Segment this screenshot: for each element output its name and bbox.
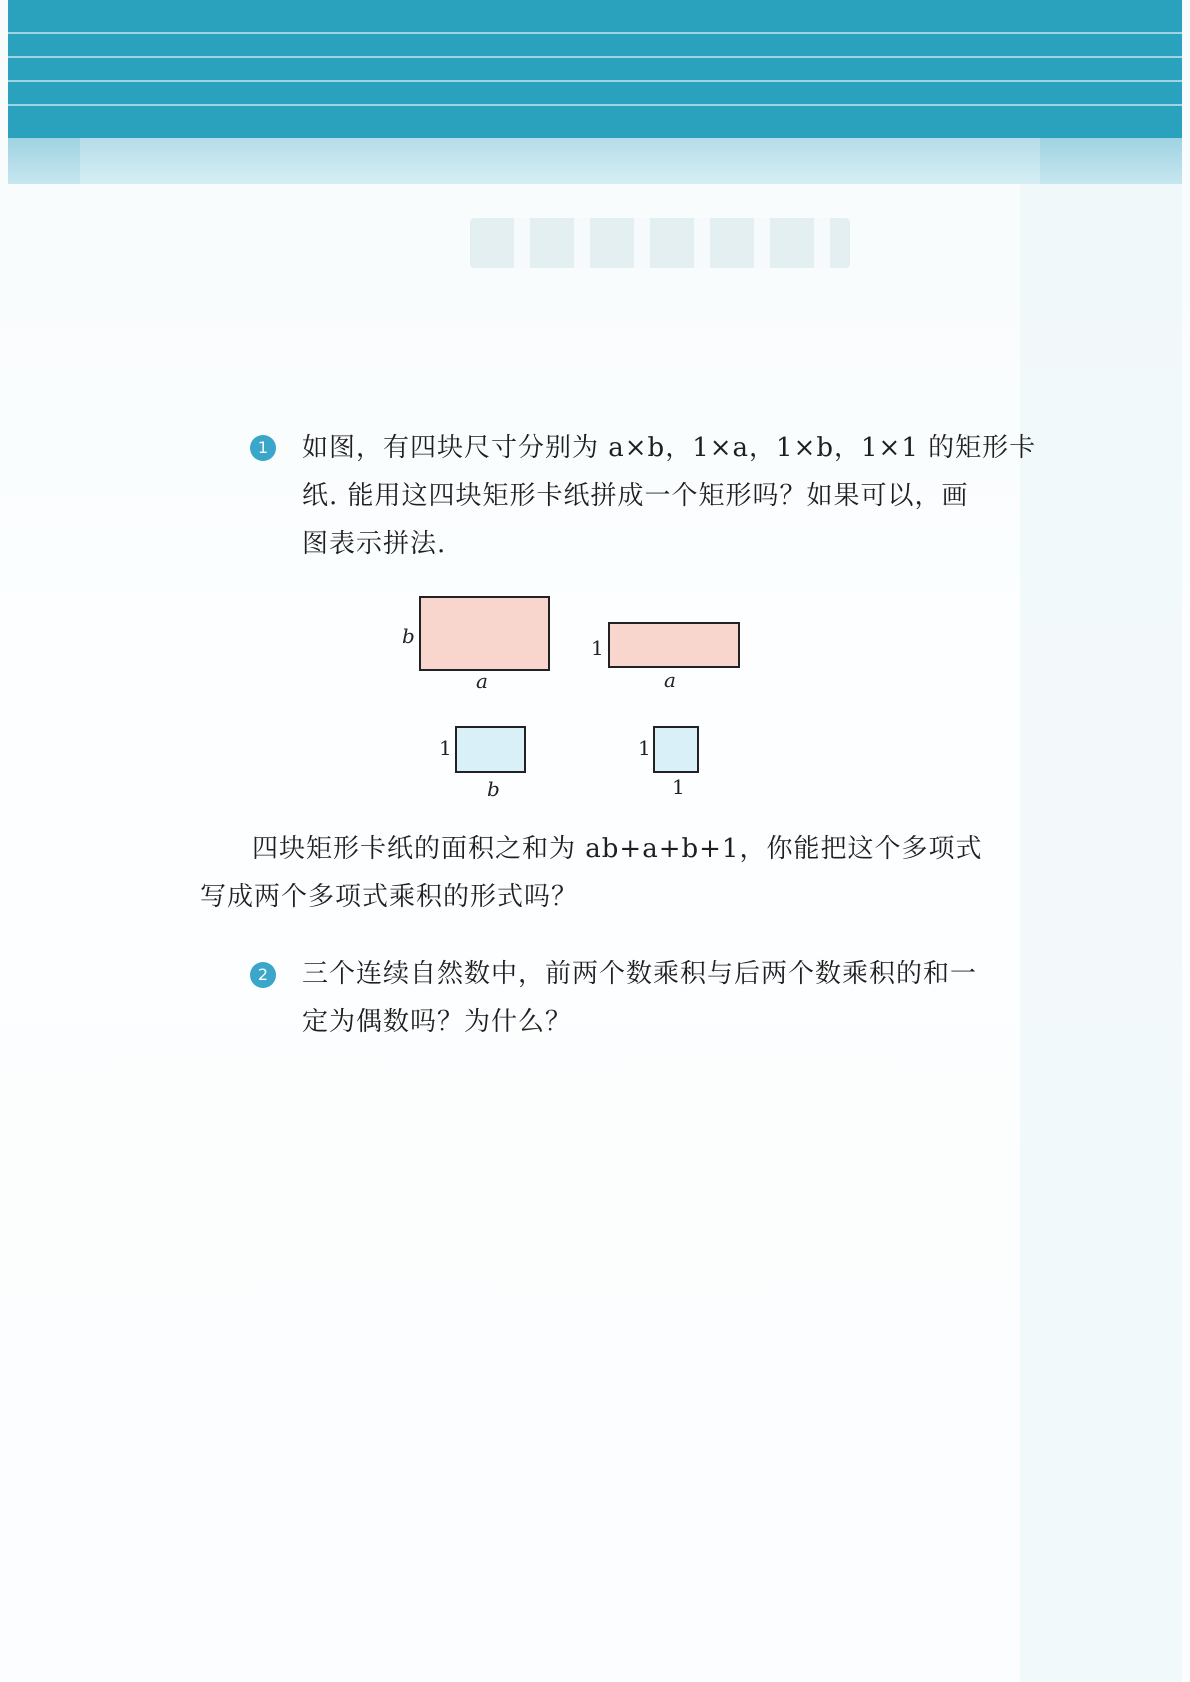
problem-1-text [302, 424, 1036, 568]
paragraph-line: 四块矩形卡纸的面积之和为 ab+a+b+1，你能把这个多项式 [252, 834, 983, 864]
header-stripe [8, 56, 1182, 58]
problem-2-badge: 2 [250, 962, 276, 988]
card-1-by-1-side-label: 1 [638, 736, 651, 760]
header-stripe [8, 80, 1182, 82]
problem-1-line: 纸. 能用这四块矩形卡纸拼成一个矩形吗？如果可以，画 [302, 481, 969, 511]
card-1-by-b-side-label: 1 [439, 736, 452, 760]
card-1-by-1-bottom-label: 1 [672, 775, 685, 799]
card-1-by-a [608, 622, 740, 668]
problem-2-text [302, 950, 977, 1046]
right-margin-shade [1020, 184, 1182, 1682]
card-1-by-b-bottom-label: b [487, 777, 500, 801]
card-1-by-b [455, 726, 526, 773]
problem-1-badge: 1 [250, 435, 276, 461]
area-sum-paragraph [200, 825, 982, 921]
card-1-by-1 [653, 726, 699, 773]
faded-title-bleed [470, 218, 850, 268]
card-1-by-a-side-label: 1 [591, 636, 604, 660]
header-stripe [8, 104, 1182, 106]
header-band [8, 0, 1182, 138]
paragraph-line: 写成两个多项式乘积的形式吗？ [200, 882, 579, 912]
problem-2-line: 定为偶数吗？为什么？ [302, 1007, 573, 1037]
header-stripe [8, 32, 1182, 34]
card-a-by-b [419, 596, 550, 671]
card-a-by-b-side-label: b [402, 624, 415, 648]
header-lower-inner [80, 138, 1040, 184]
problem-1-line: 图表示拼法. [302, 529, 447, 559]
problem-1-line: 如图，有四块尺寸分别为 a×b，1×a，1×b，1×1 的矩形卡 [302, 433, 1037, 463]
problem-2-line: 三个连续自然数中，前两个数乘积与后两个数乘积的和一 [302, 959, 978, 989]
header-lower-band [8, 138, 1182, 184]
card-1-by-a-bottom-label: a [664, 668, 676, 692]
card-a-by-b-bottom-label: a [476, 669, 488, 693]
